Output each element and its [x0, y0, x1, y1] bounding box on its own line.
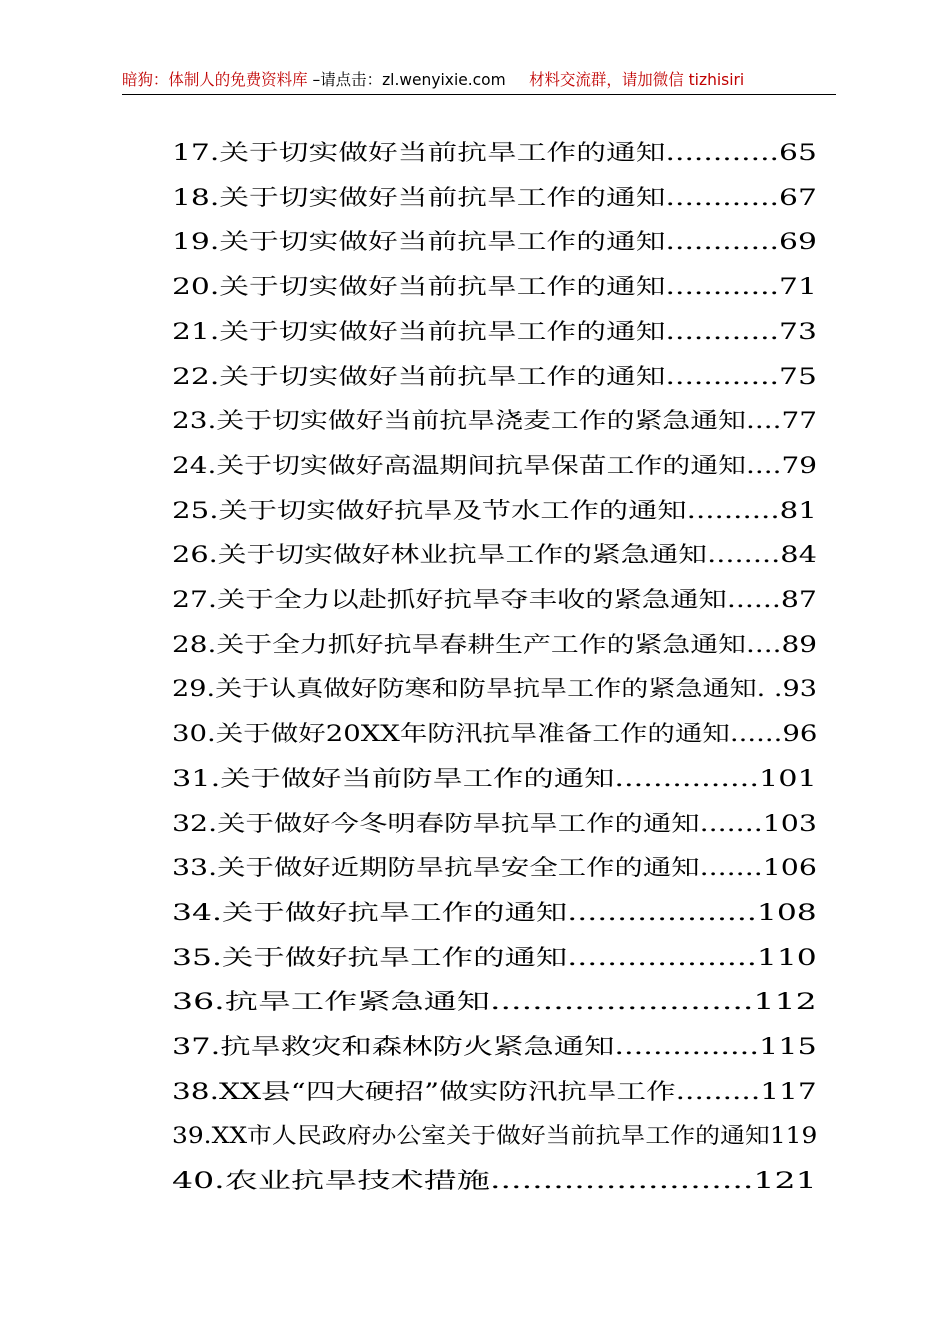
toc-entry: 19.关于切实做好当前抗旱工作的通知............69	[172, 230, 817, 256]
toc-entry: 32.关于做好今冬明春防旱抗旱工作的通知.......103	[172, 811, 817, 837]
header-prefix: 暗狗：体制人的免费资料库	[122, 70, 308, 89]
toc-entry: 20.关于切实做好当前抗旱工作的通知............71	[172, 275, 817, 301]
toc-entry: 34.关于做好抗旱工作的通知...................108	[172, 900, 817, 926]
header-link-text[interactable]: –请点击：zl.wenyixie.com	[312, 70, 506, 89]
toc-entry: 23.关于切实做好当前抗旱浇麦工作的紧急通知....77	[172, 409, 817, 435]
toc-entry: 35.关于做好抗旱工作的通知...................110	[172, 945, 817, 971]
toc-entry: 22.关于切实做好当前抗旱工作的通知............75	[172, 364, 817, 390]
toc-entry: 40.农业抗旱技术措施.........................121	[172, 1169, 817, 1195]
toc-entry: 39.XX市人民政府办公室关于做好当前抗旱工作的通知119	[172, 1124, 818, 1150]
toc-entry: 30.关于做好20XX年防汛抗旱准备工作的通知......96	[172, 722, 818, 748]
toc-entry: 18.关于切实做好当前抗旱工作的通知............67	[172, 185, 817, 211]
toc-entry: 28.关于全力抓好抗旱春耕生产工作的紧急通知....89	[172, 632, 817, 658]
toc-entry: 21.关于切实做好当前抗旱工作的通知............73	[172, 319, 817, 345]
toc-entry: 26.关于切实做好林业抗旱工作的紧急通知........84	[172, 543, 817, 569]
toc-entry: 25.关于切实做好抗旱及节水工作的通知..........81	[172, 498, 817, 524]
toc-entry: 29.关于认真做好防寒和防旱抗旱工作的紧急通知. .93	[172, 677, 817, 703]
toc-entry: 38.XX县“四大硬招”做实防汛抗旱工作.........117	[172, 1079, 817, 1105]
toc-entry: 33.关于做好近期防旱抗旱安全工作的通知.......106	[172, 856, 817, 882]
toc-entry: 31.关于做好当前防旱工作的通知...............101	[172, 766, 817, 792]
toc-entry: 24.关于切实做好高温期间抗旱保苗工作的通知....79	[172, 453, 817, 479]
toc-entry: 17.关于切实做好当前抗旱工作的通知............65	[172, 141, 817, 166]
toc-entry: 27.关于全力以赴抓好抗旱夺丰收的紧急通知......87	[172, 588, 817, 613]
toc-entry: 36.抗旱工作紧急通知.........................112	[172, 990, 817, 1016]
toc-entry: 37.抗旱救灾和森林防火紧急通知...............115	[172, 1035, 817, 1060]
header-contact-text: 材料交流群，请加微信 tizhisiri	[529, 70, 745, 89]
